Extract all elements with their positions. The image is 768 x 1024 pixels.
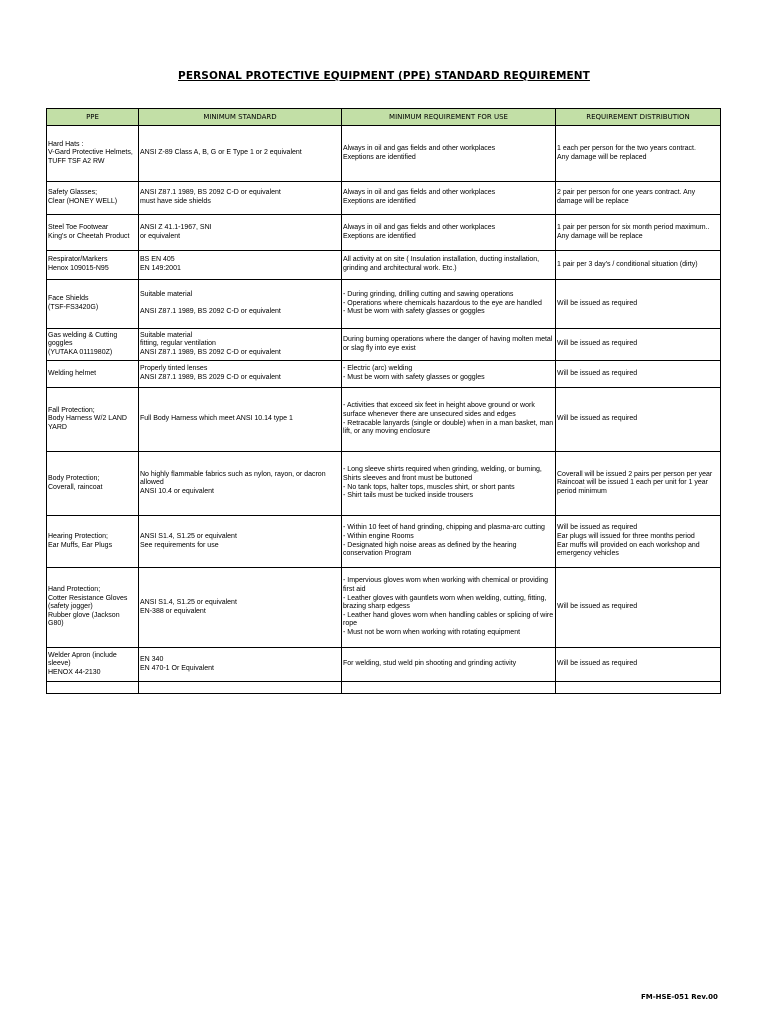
cell-distribution: Coverall will be issued 2 pairs per person per year Raincoat will be issued 1 each per unit for 1 year period minimum <box>556 452 721 516</box>
table-row <box>47 648 721 682</box>
cell-distribution: Will be issued as required <box>556 648 721 682</box>
ppe-standard-table <box>46 108 721 694</box>
cell-distribution: Will be issued as required <box>556 329 721 361</box>
cell-distribution: Will be issued as required <box>556 568 721 648</box>
cell-requirement-for-use: For welding, stud weld pin shooting and grinding activity <box>342 648 556 682</box>
cell-distribution: Will be issued as required Ear plugs will issued for three months period Ear muffs will provided on each workshop and emergency vehicles <box>556 516 721 568</box>
cell-ppe: Respirator/Markers Henox 109015-N95 <box>47 251 139 280</box>
cell-requirement-for-use: Always in oil and gas fields and other workplaces Exeptions are identified <box>342 182 556 215</box>
cell-minimum-standard: BS EN 405 EN 149:2001 <box>139 251 342 280</box>
cell-ppe: Steel Toe Footwear King's or Cheetah Product <box>47 215 139 251</box>
cell-requirement-for-use: - Within 10 feet of hand grinding, chipping and plasma-arc cutting - Within engine Rooms - Designated high noise areas as defined by the hearing conservation Program <box>342 516 556 568</box>
table-row <box>47 251 721 280</box>
cell-requirement-for-use: Always in oil and gas fields and other workplaces Exeptions are identified <box>342 215 556 251</box>
cell-minimum-standard: Suitable material ANSI Z87.1 1989, BS 2092 C-D or equivalent <box>139 280 342 329</box>
cell-requirement-for-use: All activity at on site ( Insulation installation, ducting installation, grinding and architectural work. Etc.) <box>342 251 556 280</box>
cell-minimum-standard: No highly flammable fabrics such as nylon, rayon, or dacron allowed ANSI 10.4 or equivalent <box>139 452 342 516</box>
cell-ppe: Hearing Protection; Ear Muffs, Ear Plugs <box>47 516 139 568</box>
cell-ppe: Safety Glasses; Clear (HONEY WELL) <box>47 182 139 215</box>
table-row <box>47 215 721 251</box>
cell-ppe: Hand Protection; Cotter Resistance Gloves (safety jogger) Rubber glove (Jackson G80) <box>47 568 139 648</box>
cell-distribution: Will be issued as required <box>556 361 721 388</box>
cell-requirement-for-use <box>342 682 556 694</box>
table-row <box>47 516 721 568</box>
cell-minimum-standard: ANSI Z-89 Class A, B, G or E Type 1 or 2 equivalent <box>139 126 342 182</box>
cell-requirement-for-use: Always in oil and gas fields and other workplaces Exeptions are identified <box>342 126 556 182</box>
cell-minimum-standard <box>139 682 342 694</box>
cell-distribution: 2 pair per person for one years contract. Any damage will be replace <box>556 182 721 215</box>
cell-minimum-standard: ANSI S1.4, S1.25 or equivalent See requirements for use <box>139 516 342 568</box>
cell-ppe <box>47 682 139 694</box>
cell-minimum-standard: Suitable material fitting, regular ventilation ANSI Z87.1 1989, BS 2092 C-D or equivalent <box>139 329 342 361</box>
cell-requirement-for-use: - Long sleeve shirts required when grinding, welding, or burning, Shirts sleeves and front must be buttoned - No tank tops, halter tops, muscles shirt, or short pants - Shirt tails must be tucked inside trousers <box>342 452 556 516</box>
cell-ppe: Face Shields (TSF-FS3420G) <box>47 280 139 329</box>
table-row <box>47 388 721 452</box>
cell-requirement-for-use: - During grinding, drilling cutting and sawing operations - Operations where chemicals hazardous to the eye are handled - Must be worn with safety glasses or goggles <box>342 280 556 329</box>
document-title: PERSONAL PROTECTIVE EQUIPMENT (PPE) STANDARD REQUIREMENT <box>178 70 590 82</box>
cell-distribution: Will be issued as required <box>556 280 721 329</box>
cell-minimum-standard: Properly tinted lenses ANSI Z87.1 1989, BS 2029 C-D or equivalent <box>139 361 342 388</box>
cell-requirement-for-use: - Electric (arc) welding - Must be worn with safety glasses or goggles <box>342 361 556 388</box>
cell-ppe: Hard Hats : V-Gard Protective Helmets, TUFF TSF A2 RW <box>47 126 139 182</box>
cell-ppe: Fall Protection; Body Harness W/2 LAND YARD <box>47 388 139 452</box>
header-minimum-standard: MINIMUM STANDARD <box>139 109 342 126</box>
cell-distribution: 1 each per person for the two years contract. Any damage will be replaced <box>556 126 721 182</box>
cell-ppe: Welder Apron (include sleeve) HENOX 44-2130 <box>47 648 139 682</box>
table-row <box>47 280 721 329</box>
cell-distribution: Will be issued as required <box>556 388 721 452</box>
table-row <box>47 182 721 215</box>
cell-distribution <box>556 682 721 694</box>
cell-distribution: 1 pair per 3 day's / conditional situation (dirty) <box>556 251 721 280</box>
form-code: FM-HSE-051 Rev.00 <box>641 993 718 1001</box>
cell-requirement-for-use: - Activities that exceed six feet in height above ground or work surface whenever there are unsecured sides and edges - Retracable lanyards (single or double) when in a man basket, man lift, or any moving enclosure <box>342 388 556 452</box>
table-row-empty <box>47 682 721 694</box>
table-row <box>47 452 721 516</box>
table-row <box>47 361 721 388</box>
cell-distribution: 1 pair per person for six month period maximum.. Any damage will be replace <box>556 215 721 251</box>
header-minimum-requirement-for-use: MINIMUM REQUIREMENT FOR USE <box>342 109 556 126</box>
cell-minimum-standard: ANSI Z 41.1-1967, SNI or equivalent <box>139 215 342 251</box>
cell-requirement-for-use: - Impervious gloves worn when working with chemical or providing first aid - Leather gloves with gauntlets worn when welding, cutting, fitting, brazing sharp edgess - Leather hand gloves worn when handling cables or splicing of wire rope - Must not be worn when working with rotating equipment <box>342 568 556 648</box>
cell-minimum-standard: EN 340 EN 470-1 Or Equivalent <box>139 648 342 682</box>
header-ppe: PPE <box>47 109 139 126</box>
cell-minimum-standard: Full Body Harness which meet ANSI 10.14 type 1 <box>139 388 342 452</box>
cell-ppe: Body Protection; Coverall, raincoat <box>47 452 139 516</box>
cell-ppe: Gas welding & Cutting goggles (YUTAKA 0111980Z) <box>47 329 139 361</box>
cell-ppe: Welding helmet <box>47 361 139 388</box>
cell-minimum-standard: ANSI S1.4, S1.25 or equivalent EN-388 or equivalent <box>139 568 342 648</box>
header-requirement-distribution: REQUIREMENT DISTRIBUTION <box>556 109 721 126</box>
table-header-row <box>47 109 721 126</box>
table-row <box>47 568 721 648</box>
table-row <box>47 126 721 182</box>
table-row <box>47 329 721 361</box>
cell-minimum-standard: ANSI Z87.1 1989, BS 2092 C-D or equivalent must have side shields <box>139 182 342 215</box>
cell-requirement-for-use: During burning operations where the danger of having molten metal or slag fly into eye exist <box>342 329 556 361</box>
